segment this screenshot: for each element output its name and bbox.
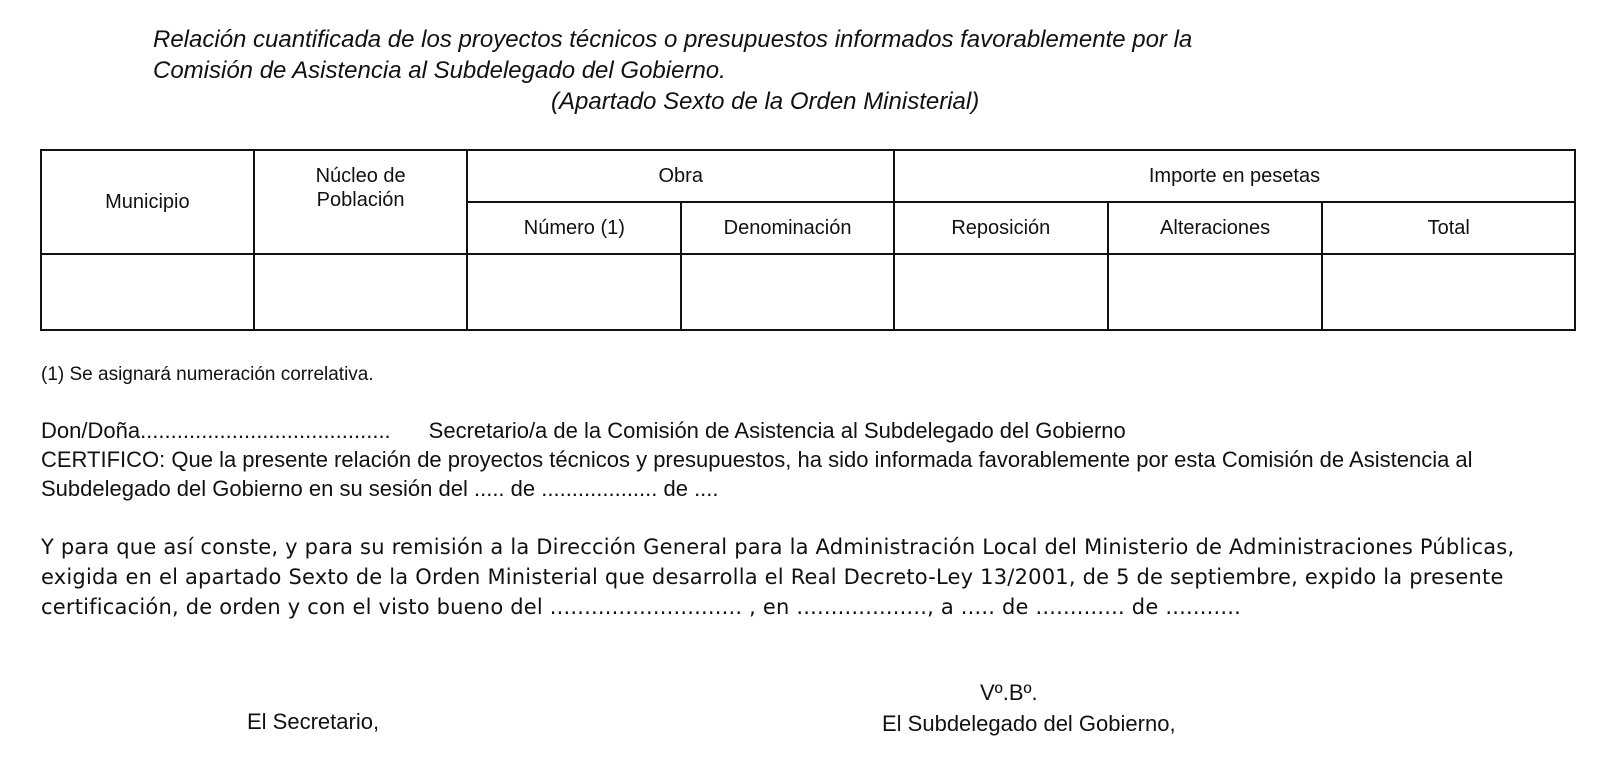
header-nucleo-poblacion [254, 150, 468, 254]
secretario-title: Secretario/a de la Comisión de Asistencia al Subdelegado del Gobierno [428, 418, 1126, 443]
title-line-1: Relación cuantificada de los proyectos técnicos o presupuestos informados favorablemente por la [153, 26, 1193, 53]
cell-alteraciones [1108, 254, 1323, 330]
cell-nucleo [254, 254, 468, 330]
header-importe: Importe en pesetas [894, 150, 1575, 202]
header-denominacion: Denominación [681, 202, 894, 254]
document-title [153, 24, 1453, 117]
header-total: Total [1322, 202, 1575, 254]
closing-paragraph: Y para que así conste, y para su remisión a la Dirección General para la Administración Local del Ministerio de Administraciones Públicas, exigida en el apartado Sexto de la Orden Ministerial que desarrolla el Real Decreto-Ley 13/2001, de 5 de septiembre, expido la presente certificación, de orden y con el visto bueno del ............................ , en ..................., a ..... de ............. de ........... [41, 535, 1515, 619]
header-municipio: Municipio [41, 150, 254, 254]
cell-municipio [41, 254, 254, 330]
projects-table [40, 149, 1576, 331]
cell-reposicion [894, 254, 1108, 330]
certifico-text: CERTIFICO: Que la presente relación de proyectos técnicos y presupuestos, ha sido informada favorablemente por esta Comisión de Asistencia al Subdelegado del Gobierno en su sesión del ..... de ................... de .... [41, 447, 1473, 501]
cell-total [1322, 254, 1575, 330]
header-reposicion: Reposición [894, 202, 1108, 254]
title-line-2: Comisión de Asistencia al Subdelegado del Gobierno. [153, 57, 726, 84]
header-obra: Obra [467, 150, 893, 202]
certification-block [41, 416, 1581, 503]
visto-bueno: Vº.Bº. [980, 680, 1038, 705]
signature-subdelegado: El Subdelegado del Gobierno, [882, 711, 1176, 736]
table-footnote: (1) Se asignará numeración correlativa. [41, 364, 374, 385]
header-alteraciones: Alteraciones [1108, 202, 1323, 254]
don-dona-field: Don/Doña......................................... [41, 418, 391, 443]
cell-numero [467, 254, 681, 330]
signature-secretario: El Secretario, [247, 709, 380, 734]
title-line-3: (Apartado Sexto de la Orden Ministerial) [551, 88, 980, 115]
header-nucleo-label: Núcleo de Población [315, 165, 406, 211]
cell-denominacion [681, 254, 894, 330]
header-numero: Número (1) [467, 202, 681, 254]
